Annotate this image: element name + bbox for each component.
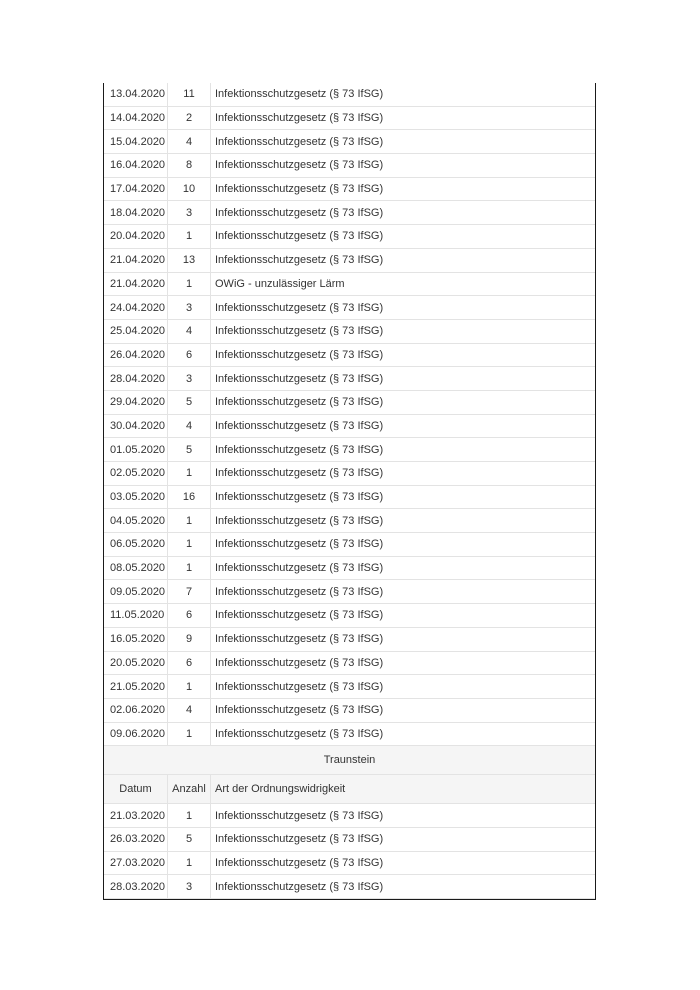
table-row <box>104 273 595 297</box>
row-type: Infektionsschutzgesetz (§ 73 IfSG) <box>215 680 384 693</box>
row-count: 4 <box>168 699 211 722</box>
table-row <box>104 201 595 225</box>
row-type: Infektionsschutzgesetz (§ 73 IfSG) <box>215 833 384 846</box>
row-type: Infektionsschutzgesetz (§ 73 IfSG) <box>215 254 384 267</box>
table-row <box>104 367 595 391</box>
row-date: 27.03.2020 <box>104 852 168 875</box>
row-type: Infektionsschutzgesetz (§ 73 IfSG) <box>215 727 384 740</box>
row-type: Infektionsschutzgesetz (§ 73 IfSG) <box>215 396 384 409</box>
row-date: 09.05.2020 <box>104 580 168 603</box>
row-count: 5 <box>168 828 211 851</box>
table-row <box>104 509 595 533</box>
row-type: Infektionsschutzgesetz (§ 73 IfSG) <box>215 704 384 717</box>
column-header-row <box>104 775 595 804</box>
row-type: Infektionsschutzgesetz (§ 73 IfSG) <box>215 656 384 669</box>
row-type: Infektionsschutzgesetz (§ 73 IfSG) <box>215 301 384 314</box>
row-count: 2 <box>168 107 211 130</box>
row-date: 28.04.2020 <box>104 367 168 390</box>
header-date: Datum <box>104 775 168 803</box>
section-heading-row <box>104 746 595 775</box>
row-date: 01.05.2020 <box>104 438 168 461</box>
row-count: 6 <box>168 344 211 367</box>
row-date: 21.05.2020 <box>104 675 168 698</box>
row-date: 21.04.2020 <box>104 273 168 296</box>
row-date: 21.03.2020 <box>104 804 168 827</box>
table-row <box>104 604 595 628</box>
row-type: Infektionsschutzgesetz (§ 73 IfSG) <box>215 183 384 196</box>
row-date: 21.04.2020 <box>104 249 168 272</box>
row-date: 29.04.2020 <box>104 391 168 414</box>
table-row <box>104 107 595 131</box>
table-bottom-border <box>104 899 595 900</box>
row-type: Infektionsschutzgesetz (§ 73 IfSG) <box>215 491 384 504</box>
row-date: 08.05.2020 <box>104 557 168 580</box>
row-count: 1 <box>168 509 211 532</box>
table-row <box>104 675 595 699</box>
row-count: 3 <box>168 875 211 898</box>
row-date: 13.04.2020 <box>104 83 168 106</box>
row-count: 10 <box>168 178 211 201</box>
row-type: Infektionsschutzgesetz (§ 73 IfSG) <box>215 467 384 480</box>
row-count: 3 <box>168 367 211 390</box>
table-row <box>104 804 595 828</box>
row-date: 17.04.2020 <box>104 178 168 201</box>
table-row <box>104 249 595 273</box>
table-row <box>104 178 595 202</box>
table-row <box>104 580 595 604</box>
row-type: Infektionsschutzgesetz (§ 73 IfSG) <box>215 419 384 432</box>
row-count: 6 <box>168 604 211 627</box>
row-date: 25.04.2020 <box>104 320 168 343</box>
row-date: 02.05.2020 <box>104 462 168 485</box>
row-date: 16.04.2020 <box>104 154 168 177</box>
row-count: 1 <box>168 852 211 875</box>
row-type: Infektionsschutzgesetz (§ 73 IfSG) <box>215 633 384 646</box>
row-date: 03.05.2020 <box>104 486 168 509</box>
row-count: 1 <box>168 273 211 296</box>
row-type: Infektionsschutzgesetz (§ 73 IfSG) <box>215 206 384 219</box>
row-date: 28.03.2020 <box>104 875 168 898</box>
row-type: Infektionsschutzgesetz (§ 73 IfSG) <box>215 443 384 456</box>
row-date: 04.05.2020 <box>104 509 168 532</box>
row-date: 20.05.2020 <box>104 652 168 675</box>
row-type: Infektionsschutzgesetz (§ 73 IfSG) <box>215 538 384 551</box>
row-date: 14.04.2020 <box>104 107 168 130</box>
row-count: 1 <box>168 723 211 746</box>
row-count: 7 <box>168 580 211 603</box>
table-row <box>104 486 595 510</box>
row-count: 1 <box>168 462 211 485</box>
table-row <box>104 852 595 876</box>
table-row <box>104 320 595 344</box>
row-count: 3 <box>168 296 211 319</box>
row-count: 1 <box>168 557 211 580</box>
row-date: 16.05.2020 <box>104 628 168 651</box>
header-count: Anzahl <box>168 775 211 803</box>
row-count: 1 <box>168 675 211 698</box>
table-row <box>104 438 595 462</box>
row-type: Infektionsschutzgesetz (§ 73 IfSG) <box>215 348 384 361</box>
section-title: Traunstein <box>323 754 376 767</box>
table-body-bottom <box>104 804 595 899</box>
row-type: Infektionsschutzgesetz (§ 73 IfSG) <box>215 514 384 527</box>
row-count: 1 <box>168 225 211 248</box>
row-type: Infektionsschutzgesetz (§ 73 IfSG) <box>215 609 384 622</box>
table-body-top <box>104 83 595 746</box>
row-type: OWiG - unzulässiger Lärm <box>215 277 345 290</box>
row-type: Infektionsschutzgesetz (§ 73 IfSG) <box>215 372 384 385</box>
row-count: 3 <box>168 201 211 224</box>
row-date: 26.03.2020 <box>104 828 168 851</box>
row-type: Infektionsschutzgesetz (§ 73 IfSG) <box>215 809 384 822</box>
row-date: 11.05.2020 <box>104 604 168 627</box>
table-row <box>104 391 595 415</box>
row-date: 09.06.2020 <box>104 723 168 746</box>
table-row <box>104 652 595 676</box>
row-type: Infektionsschutzgesetz (§ 73 IfSG) <box>215 325 384 338</box>
row-date: 24.04.2020 <box>104 296 168 319</box>
row-type: Infektionsschutzgesetz (§ 73 IfSG) <box>215 135 384 148</box>
row-type: Infektionsschutzgesetz (§ 73 IfSG) <box>215 230 384 243</box>
row-date: 06.05.2020 <box>104 533 168 556</box>
row-count: 4 <box>168 320 211 343</box>
row-type: Infektionsschutzgesetz (§ 73 IfSG) <box>215 880 384 893</box>
row-date: 02.06.2020 <box>104 699 168 722</box>
table-row <box>104 828 595 852</box>
table-row <box>104 154 595 178</box>
table-row <box>104 875 595 899</box>
row-date: 18.04.2020 <box>104 201 168 224</box>
table-row <box>104 557 595 581</box>
table-row <box>104 415 595 439</box>
row-count: 1 <box>168 533 211 556</box>
row-count: 8 <box>168 154 211 177</box>
table-row <box>104 628 595 652</box>
violations-table <box>103 83 596 900</box>
table-row <box>104 462 595 486</box>
row-count: 9 <box>168 628 211 651</box>
row-date: 15.04.2020 <box>104 130 168 153</box>
row-count: 5 <box>168 391 211 414</box>
row-type: Infektionsschutzgesetz (§ 73 IfSG) <box>215 585 384 598</box>
row-count: 11 <box>168 83 211 106</box>
row-date: 26.04.2020 <box>104 344 168 367</box>
row-type: Infektionsschutzgesetz (§ 73 IfSG) <box>215 562 384 575</box>
row-count: 13 <box>168 249 211 272</box>
row-type: Infektionsschutzgesetz (§ 73 IfSG) <box>215 856 384 869</box>
row-count: 6 <box>168 652 211 675</box>
table-row <box>104 225 595 249</box>
header-type: Art der Ordnungswidrigkeit <box>215 783 346 796</box>
row-type: Infektionsschutzgesetz (§ 73 IfSG) <box>215 159 384 172</box>
table-row <box>104 344 595 368</box>
row-count: 16 <box>168 486 211 509</box>
table-row <box>104 699 595 723</box>
row-count: 1 <box>168 804 211 827</box>
row-count: 4 <box>168 415 211 438</box>
table-row <box>104 83 595 107</box>
row-date: 30.04.2020 <box>104 415 168 438</box>
row-count: 4 <box>168 130 211 153</box>
row-type: Infektionsschutzgesetz (§ 73 IfSG) <box>215 88 384 101</box>
table-row <box>104 533 595 557</box>
table-row <box>104 296 595 320</box>
row-date: 20.04.2020 <box>104 225 168 248</box>
table-row <box>104 130 595 154</box>
table-row <box>104 723 595 747</box>
row-count: 5 <box>168 438 211 461</box>
row-type: Infektionsschutzgesetz (§ 73 IfSG) <box>215 112 384 125</box>
